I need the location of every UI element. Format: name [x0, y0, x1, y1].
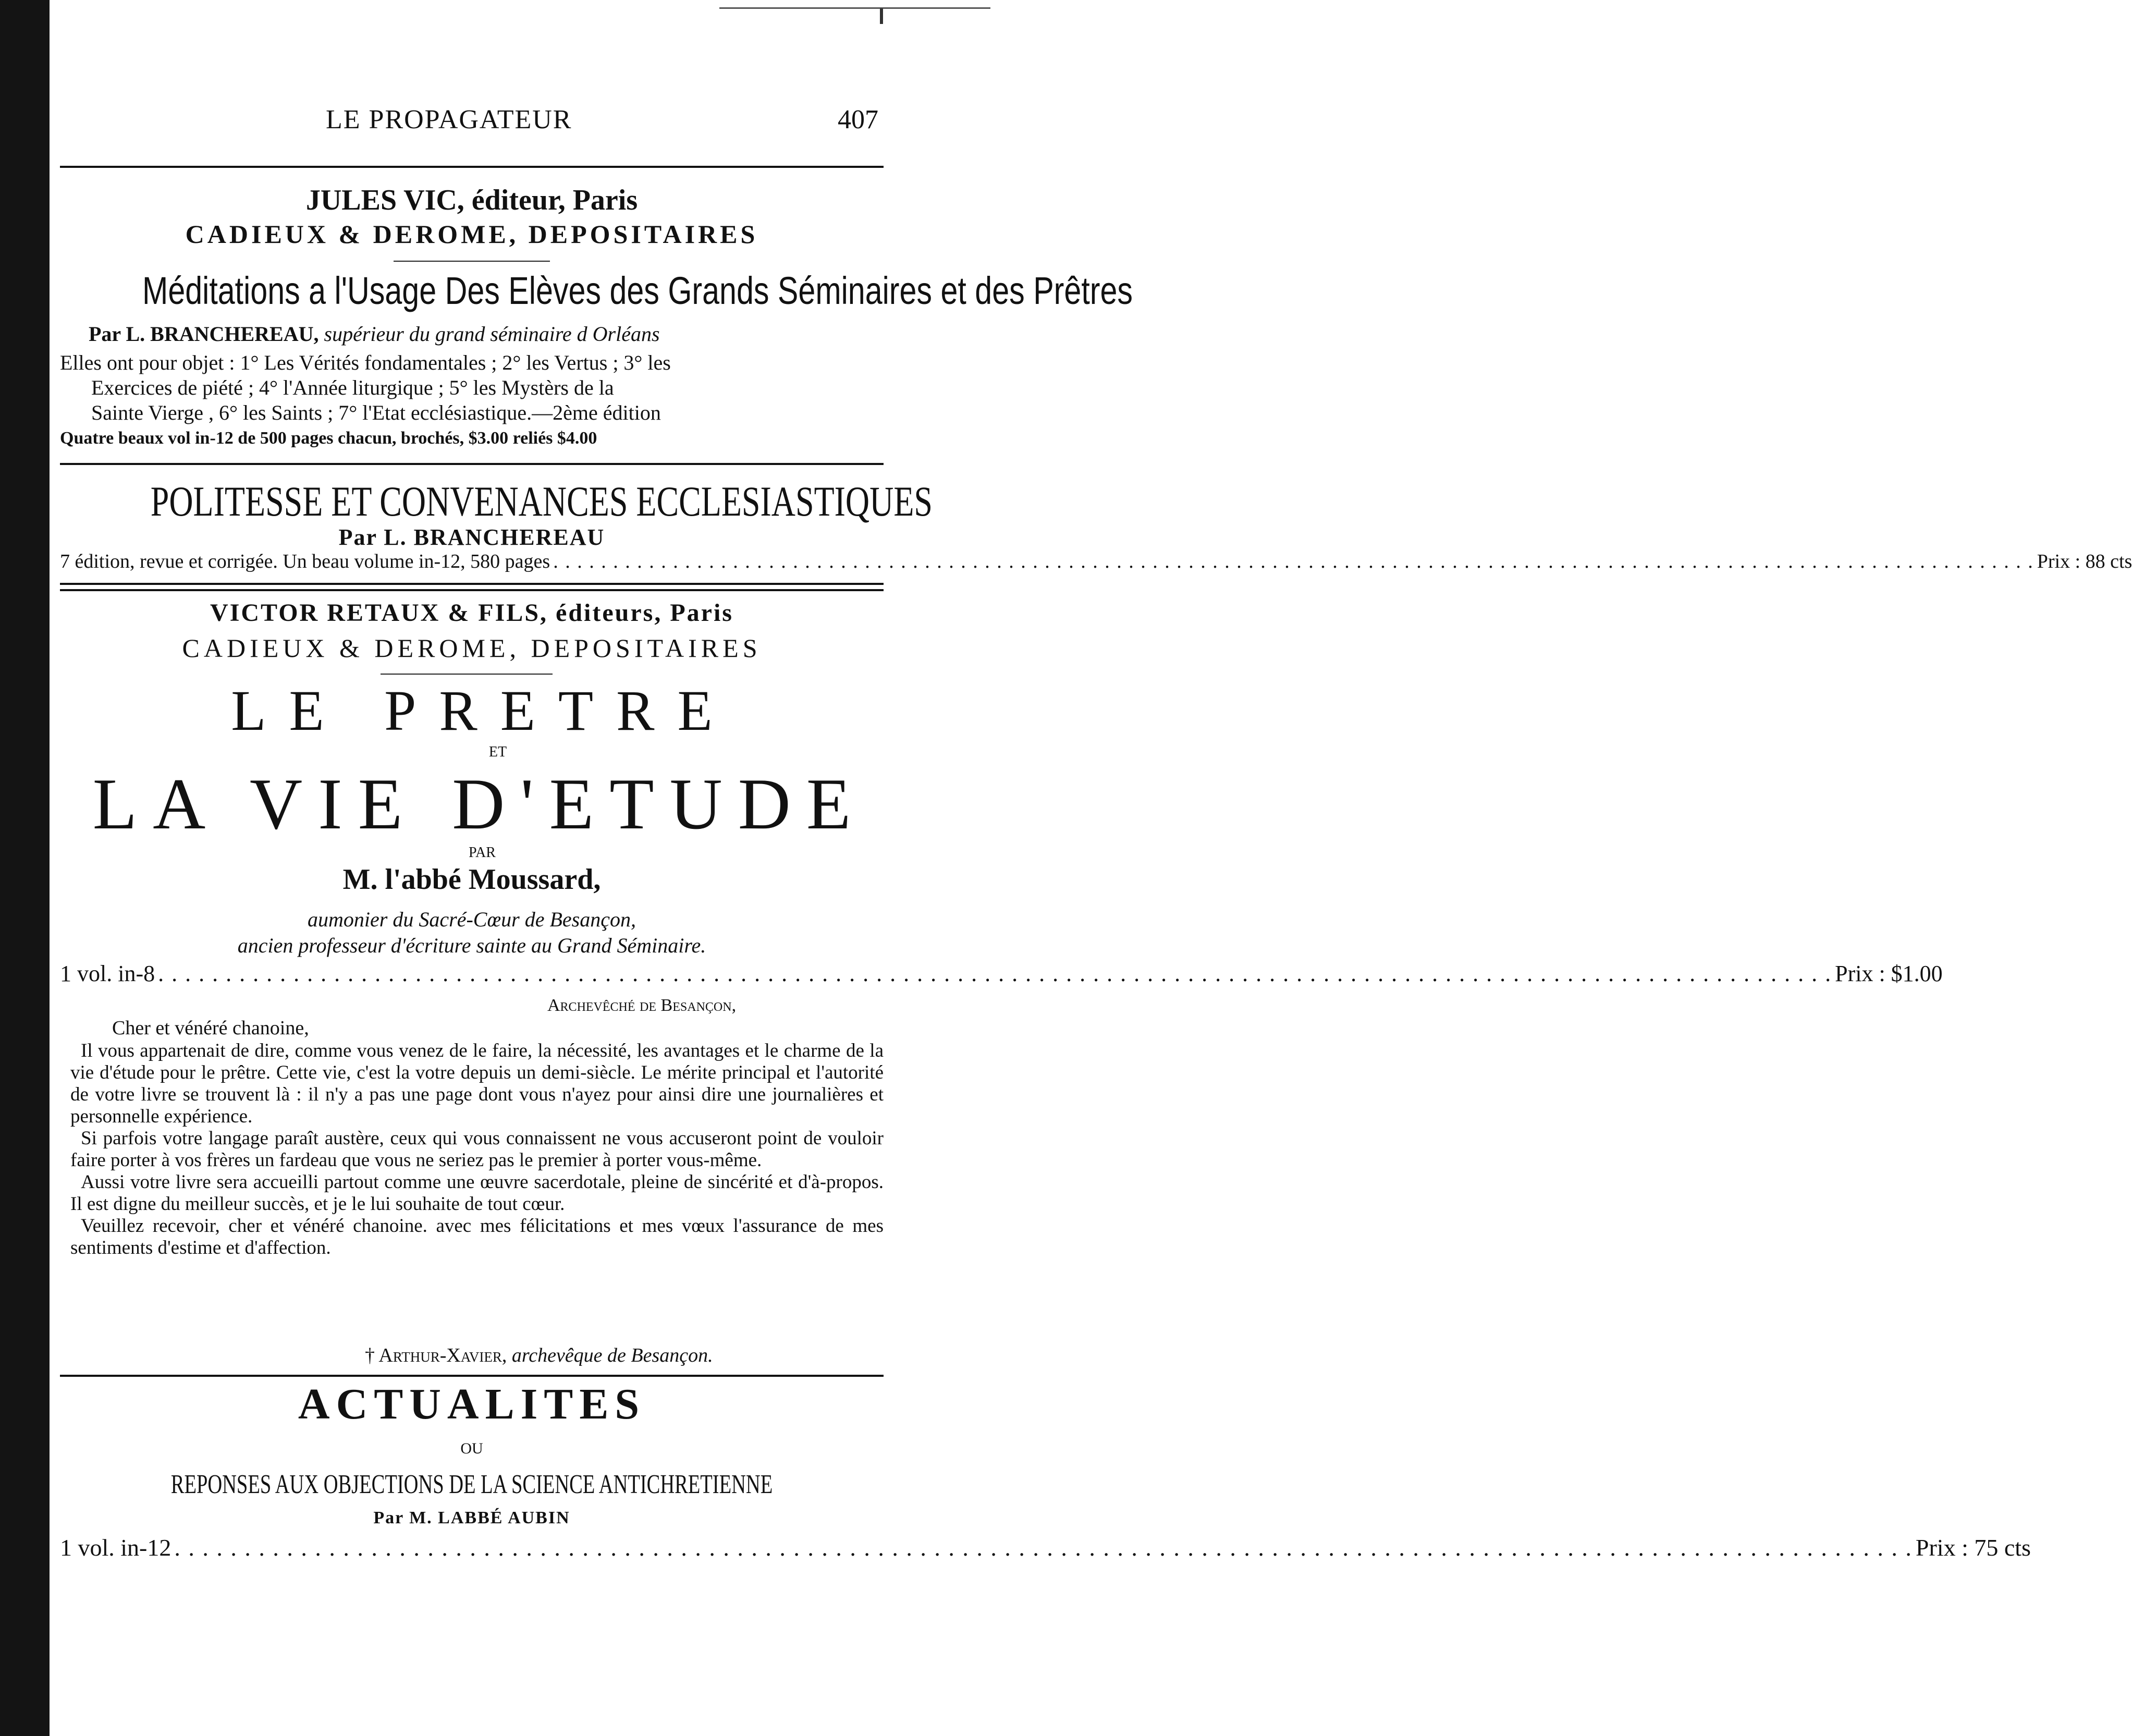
- page-number: 407: [838, 105, 878, 135]
- ad3-letter-paragraph: Si parfois votre langage paraît austère, ceux qui vous connaissent ne vous accuseront point de vouloir faire porter à vos frères un fardeau que vous ne seriez pas le premier à porter vous-même.: [70, 1128, 884, 1171]
- ad3-title-conj: ET: [488, 744, 507, 760]
- ad3-author-role-2: ancien professeur d'écriture sainte au Grand Séminaire.: [237, 934, 706, 957]
- binding-edge: [0, 0, 50, 1736]
- ad3-salutation: Cher et vénéré chanoine,: [112, 1017, 309, 1039]
- header-rule: [60, 166, 884, 168]
- ad3-leader-dots: [158, 960, 1832, 987]
- ad2-price: Prix : 88 cts: [2037, 551, 2132, 572]
- ad2-title: POLITESSE ET CONVENANCES ECCLESIASTIQUES: [150, 478, 933, 525]
- ad3-ornament-rule: [381, 674, 553, 675]
- ad2-author: Par L. BRANCHEREAU: [338, 524, 605, 550]
- ad3-publisher: VICTOR RETAUX & FILS, éditeurs, Paris: [210, 599, 733, 627]
- ad4-author: Par M. LABBÉ AUBIN: [373, 1508, 570, 1527]
- ad1-price-line: Quatre beaux vol in-12 de 500 pages chacun, brochés, $3.00 reliés $4.00: [60, 429, 597, 448]
- header-title: LE PROPAGATEUR: [326, 105, 572, 135]
- ad1-author-line: [89, 322, 912, 346]
- ad3-author-role-1: aumonier du Sacré-Cœur de Besançon,: [308, 908, 636, 931]
- ad3-by: PAR: [469, 845, 496, 861]
- ad3-letter-header: Archevêché de Besançon,: [547, 996, 737, 1015]
- ad4-volume: 1 vol. in-12: [60, 1534, 171, 1561]
- ad3-signature-name: † Arthur-Xavier,: [365, 1344, 507, 1366]
- ad1-ornament-rule: [394, 261, 550, 262]
- ad1-author: Par L. BRANCHEREAU,: [89, 322, 319, 346]
- ad4-subtitle: REPONSES AUX OBJECTIONS DE LA SCIENCE ANTICHRETIENNE: [170, 1470, 773, 1499]
- ad2-edition: 7 édition, revue et corrigée. Un beau volume in-12, 580 pages: [60, 551, 550, 572]
- ad2-leader-dots: [553, 550, 2034, 573]
- ad3-letter-paragraph: Aussi votre livre sera accueilli partout comme une œuvre sacerdotale, pleine de sincérité et d'à-propos. Il est digne du meilleur succès, et je le lui souhaite de tout cœur.: [70, 1171, 884, 1215]
- ad2-bottom-rule-1: [60, 583, 884, 585]
- ad3-price: Prix : $1.00: [1835, 961, 1943, 986]
- ad1-bottom-rule: [60, 463, 884, 465]
- ad3-bottom-rule: [60, 1375, 884, 1377]
- ad1-description-1: Elles ont pour objet : 1° Les Vérités fondamentales ; 2° les Vertus ; 3° les: [60, 351, 671, 374]
- ad4-title: ACTUALITES: [298, 1380, 646, 1428]
- ad1-depositaries: CADIEUX & DEROME, DEPOSITAIRES: [185, 219, 758, 249]
- ad3-signature: [365, 1344, 884, 1367]
- ad3-letter-paragraph: Veuillez recevoir, cher et vénéré chanoine. avec mes félicitations et mes vœux l'assurance de mes sentiments d'estime et d'affection.: [70, 1215, 884, 1258]
- ad3-title-line1: LE PRETRE: [231, 679, 736, 742]
- ad1-author-role: supérieur du grand séminaire d Orléans: [324, 322, 660, 346]
- ad3-volume-line: [60, 960, 1943, 987]
- ad3-title-line2: LA VIE D'ETUDE: [92, 764, 867, 845]
- ad3-author: M. l'abbé Moussard,: [342, 863, 601, 896]
- ad2-edition-line: [60, 550, 2132, 573]
- ad3-volume: 1 vol. in-8: [60, 961, 155, 986]
- ad1-publisher: JULES VIC, éditeur, Paris: [305, 184, 638, 216]
- page: [60, 0, 2132, 1736]
- ad2-bottom-rule-2: [60, 589, 884, 591]
- ad1-description-2: Exercices de piété ; 4° l'Année liturgique ; 5° les Mystèrs de la: [91, 376, 614, 399]
- ad1-description-3: Sainte Vierge , 6° les Saints ; 7° l'Etat ecclésiastique.—2ème édition: [91, 401, 661, 424]
- ad4-conj: OU: [460, 1440, 483, 1457]
- ad4-volume-line: [60, 1534, 2031, 1561]
- ad4-leader-dots: [174, 1534, 1913, 1561]
- ad3-letter-body: [70, 1040, 884, 1259]
- ad3-signature-title: archevêque de Besançon.: [511, 1344, 713, 1366]
- ad4-price: Prix : 75 cts: [1915, 1534, 2031, 1561]
- running-header: [60, 104, 884, 136]
- ad3-letter-paragraph: Il vous appartenait de dire, comme vous venez de le faire, la nécessité, les avantages et le charme de la vie d'étude pour le prêtre. Cette vie, c'est la votre depuis un demi-siècle. Le mérite principal et l'autorité de votre livre se trouvent là : il n'y a pas une page dont vous n'ayez pour ainsi dire une journalières et personnelle expérience.: [70, 1040, 884, 1127]
- ad3-depositaries: CADIEUX & DEROME, DEPOSITAIRES: [182, 633, 762, 663]
- ad1-title: Méditations a l'Usage Des Elèves des Grands Séminaires et des Prêtres: [142, 269, 1133, 312]
